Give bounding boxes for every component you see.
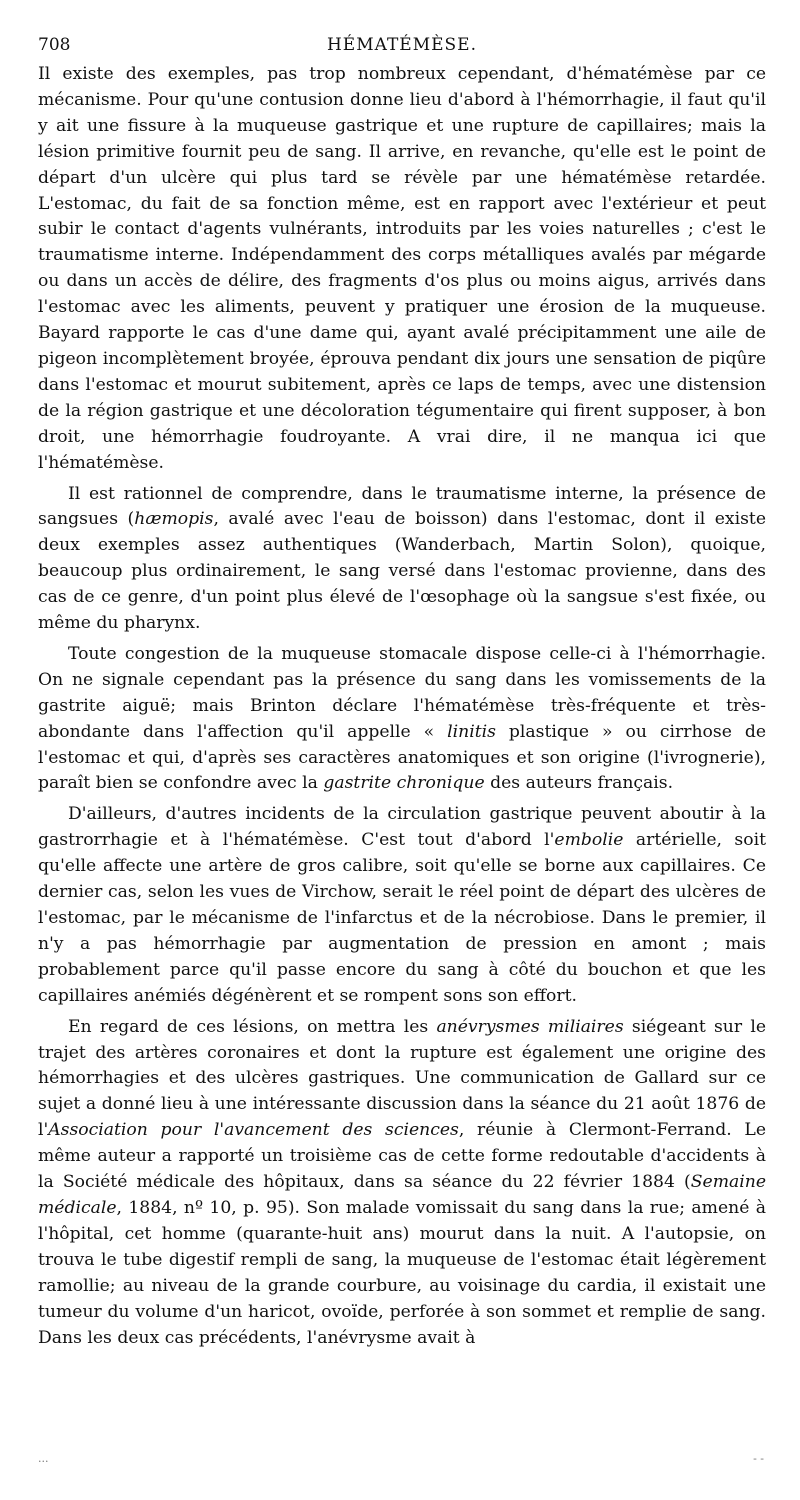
text-segment: Toute congestion de la muqueuse stomacale dispose celle-ci à l'hémorrhagie. On ne signale cependant pas la présence du sang dans les vomissements de la gastrite aiguë; mais Brinton déclare l'hématémèse très-fréquente et très-abondante dans l'affection qu'il appelle « [38, 643, 766, 742]
text-segment: Il est rationnel de comprendre, dans le traumatisme interne, la présence de sangsues ( [38, 483, 766, 530]
paragraph [38, 642, 766, 797]
paragraph [38, 62, 766, 477]
text-segment: , réunie à Clermont-Ferrand. Le même auteur a rapporté un troisième cas de cette forme redoutable d'accidents à la Société médicale des hôpitaux, dans sa séance du 22 février 1884 ( [38, 1120, 766, 1193]
italic-text-segment: Association pour l'avancement des sciences [48, 1120, 459, 1141]
text-segment: siégeant sur le trajet des artères coronaires et dont la rupture est également une origine des hémorrhagies et des ulcères gastriques. Une communication de Gallard sur ce sujet a donné lieu à une intéressante discussion dans la séance du 21 août 1876 de l' [38, 1016, 766, 1141]
italic-text-segment: linitis [447, 721, 496, 742]
text-segment: artérielle, soit qu'elle affecte une artère de gros calibre, soit qu'elle se borne aux capillaires. Ce dernier cas, selon les vues de Virchow, serait le réel point de départ des ulcères de l'estomac, par le mécanisme de l'infarctus et de la nécrobiose. Dans le premier, il n'y a pas hémorrhagie par augmentation de pression en amont ; mais probablement parce qu'il passe encore du sang à côté du bouchon et que les capillaires anémiés dégénèrent et se rompent sons son effort. [38, 830, 767, 1006]
page-number: 708 [38, 35, 71, 55]
running-head [38, 28, 766, 62]
text-segment: , 1884, nº 10, p. 95). Son malade vomissait du sang dans la rue; amené à l'hôpital, cet homme (quarante-huit ans) mourut dans la nuit. A l'autopsie, on trouva le tube digestif rempli de sang, la muqueuse de l'estomac était légèrement ramollie; au niveau de la grande courbure, au voisinage du cardia, il existait une tumeur du volume d'un haricot, ovoïde, perforée à son sommet et remplie de sang. Dans les deux cas précédents, l'anévrysme avait à [38, 1197, 766, 1348]
footer-marks [38, 1452, 766, 1464]
body-text [38, 62, 766, 1351]
text-segment: Il existe des exemples, pas trop nombreux cependant, d'hématémèse par ce mécanisme. Pour qu'une contusion donne lieu d'abord à l'hémorrhagie, il faut qu'il y ait une fissure à la muqueuse gastrique et une rupture de capillaires; mais la lésion primitive fournit peu de sang. Il arrive, en revanche, qu'elle est le point de départ d'un ulcère qui plus tard se révèle par une hématémèse retardée. L'estomac, du fait de sa fonction même, est en rapport avec l'extérieur et peut subir le contact d'agents vulnérants, introduits par les voies naturelles ; c'est le traumatisme interne. Indépendamment des corps métalliques avalés par mégarde ou dans un accès de délire, des fragments d'os plus ou moins aigus, arrivés dans l'estomac avec les aliments, peuvent y pratiquer une érosion de la muqueuse. Bayard rapporte le cas d'une dame qui, ayant avalé précipitamment une aile de pigeon incomplètement broyée, éprouva pendant dix jours une sensation de piqûre dans l'estomac et mourut subitement, après ce laps de temps, avec une distension de la région gastrique et une décoloration tégumentaire qui firent supposer, à bon droit, une hémorrhagie foudroyante. A vrai dire, il ne manqua ici que l'hématémèse. [38, 64, 766, 473]
paragraph [38, 482, 766, 637]
book-page [38, 28, 766, 1472]
footer-right-mark: - - [753, 1452, 764, 1465]
italic-text-segment: gastrite chronique [323, 773, 485, 794]
italic-text-segment: embolie [554, 830, 624, 851]
italic-text-segment: anévrysmes miliaires [436, 1016, 624, 1037]
running-title: HÉMATÉMÈSE. [326, 35, 477, 55]
italic-text-segment: hæmopis [134, 509, 214, 530]
paragraph [38, 802, 766, 1009]
text-segment: , avalé avec l'eau de boisson) dans l'estomac, dont il existe deux exemples assez authentiques (Wanderbach, Martin Solon), quoique, beaucoup plus ordinairement, le sang versé dans l'estomac provienne, dans des cas de ce genre, d'un point plus élevé de l'œsophage où la sangsue s'est fixée, ou même du pharynx. [38, 509, 766, 634]
italic-text-segment: Semaine médicale [38, 1172, 766, 1218]
text-segment: D'ailleurs, d'autres incidents de la circulation gastrique peuvent aboutir à la gastrorrhagie et à l'hématémèse. C'est tout d'abord l' [38, 804, 766, 851]
footer-left-mark: ... [38, 1452, 49, 1465]
text-segment: plastique » ou cirrhose de l'estomac et qui, d'après ses caractères anatomiques et son origine (l'ivrognerie), paraît bien se confondre avec la [38, 721, 766, 794]
text-segment: En regard de ces lésions, on mettra les [68, 1016, 437, 1037]
text-segment: des auteurs français. [484, 773, 674, 794]
paragraph [38, 1015, 766, 1352]
